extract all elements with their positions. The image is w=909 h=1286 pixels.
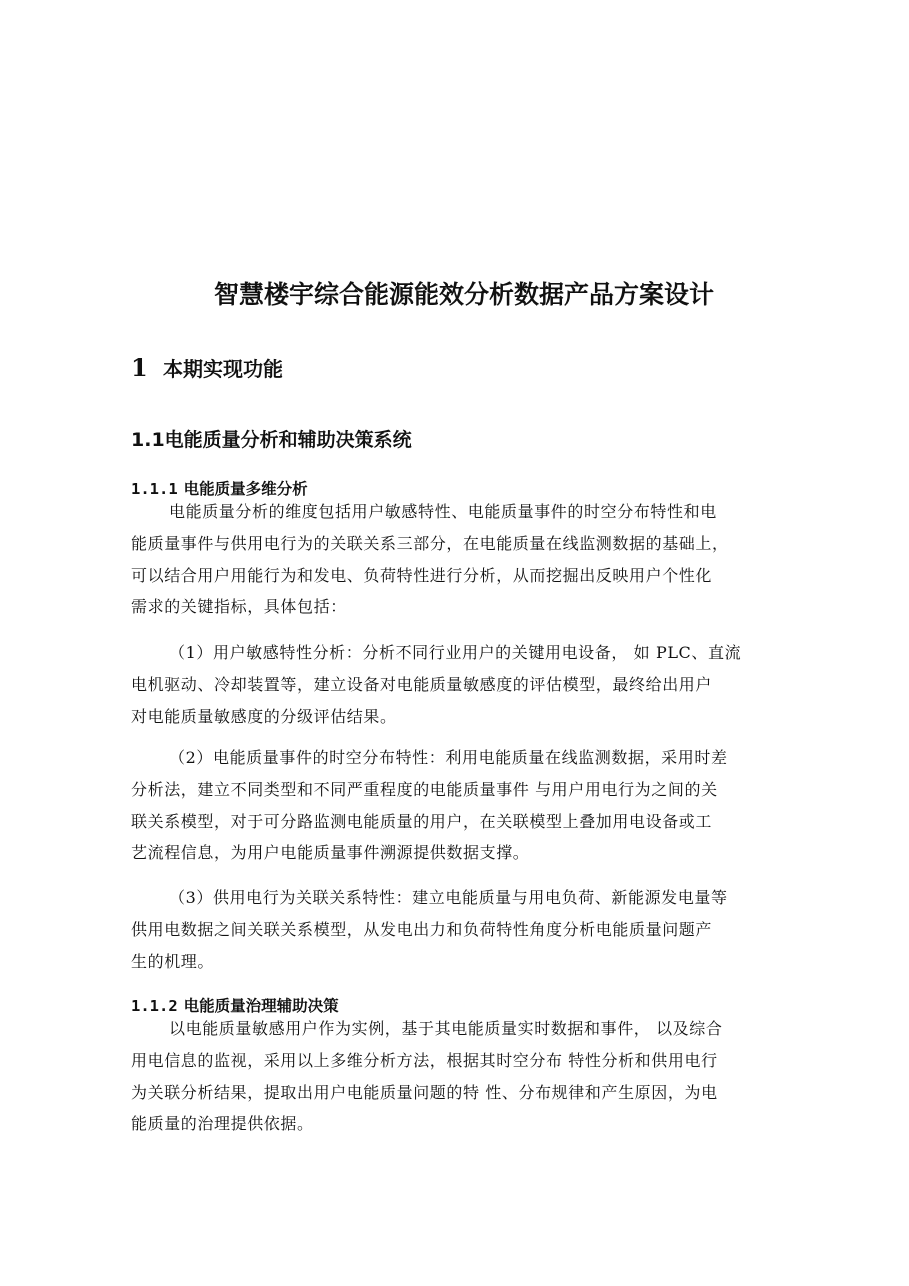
list-item-2 — [131, 742, 791, 869]
paragraph-line: （3）供用电行为关联关系特性：建立电能质量与用电负荷、新能源发电量等 — [169, 888, 728, 907]
paragraph-line: 电能质量分析的维度包括用户敏感特性、电能质量事件的时空分布特性和电 — [169, 502, 717, 521]
section-1-number: 1 — [131, 353, 148, 382]
paragraph-line: 能质量的治理提供依据。 — [131, 1114, 314, 1134]
section-1-heading — [131, 353, 283, 384]
section-1-title: 本期实现功能 — [163, 357, 283, 381]
paragraph-line: 可以结合用户用能行为和发电、负荷特性进行分析，从而挖掘出反映用户个性化 — [131, 565, 713, 585]
paragraph-line: 艺流程信息，为用户电能质量事件溯源提供数据支撑。 — [131, 843, 530, 863]
section-1-1-2-title: 电能质量治理辅助决策 — [183, 997, 339, 1015]
section-1-1-1-number: 1.1.1 — [131, 480, 178, 498]
list-item-1 — [131, 637, 791, 732]
paragraph-line: 为关联分析结果，提取出用户电能质量问题的特 性、分布规律和产生原因，为电 — [131, 1082, 718, 1102]
paragraph-line: （1）用户敏感特性分析：分析不同行业用户的关键用电设备， 如 PLC、直流 — [169, 643, 742, 662]
section-1-1-2-number: 1.1.2 — [131, 997, 178, 1015]
paragraph-line: （2）电能质量事件的时空分布特性：利用电能质量在线监测数据，采用时差 — [169, 748, 728, 767]
paragraph-line: 供用电数据之间关联关系模型，从发电出力和负荷特性角度分析电能质量问题产 — [131, 919, 713, 939]
paragraph-line: 对电能质量敏感度的分级评估结果。 — [131, 706, 397, 726]
section-1-1-1-title: 电能质量多维分析 — [183, 480, 308, 498]
paragraph-line: 用电信息的监视，采用以上多维分析方法，根据其时空分布 特性分析和供用电行 — [131, 1050, 718, 1070]
paragraph-line: 电机驱动、冷却装置等，建立设备对电能质量敏感度的评估模型，最终给出用户 — [131, 674, 713, 694]
paragraph-line: 以电能质量敏感用户作为实例，基于其电能质量实时数据和事件， 以及综合 — [169, 1019, 723, 1038]
paragraph-line: 联关系模型，对于可分路监测电能质量的用户，在关联模型上叠加用电设备或工 — [131, 811, 713, 831]
paragraph-line: 分析法，建立不同类型和不同严重程度的电能质量事件 与用户用电行为之间的关 — [131, 779, 718, 799]
paragraph-line: 需求的关键指标，具体包括： — [131, 597, 347, 617]
section-1-1-heading: 1.1电能质量分析和辅助决策系统 — [131, 429, 412, 451]
paragraph-line: 生的机理。 — [131, 951, 215, 971]
section-1-1-2-paragraph — [131, 1013, 791, 1140]
document-title: 智慧楼宇综合能源能效分析数据产品方案设计 — [214, 280, 715, 309]
paragraph-line: 能质量事件与供用电行为的关联关系三部分，在电能质量在线监测数据的基础上， — [131, 533, 729, 553]
list-item-3 — [131, 882, 791, 977]
intro-paragraph — [131, 496, 791, 623]
